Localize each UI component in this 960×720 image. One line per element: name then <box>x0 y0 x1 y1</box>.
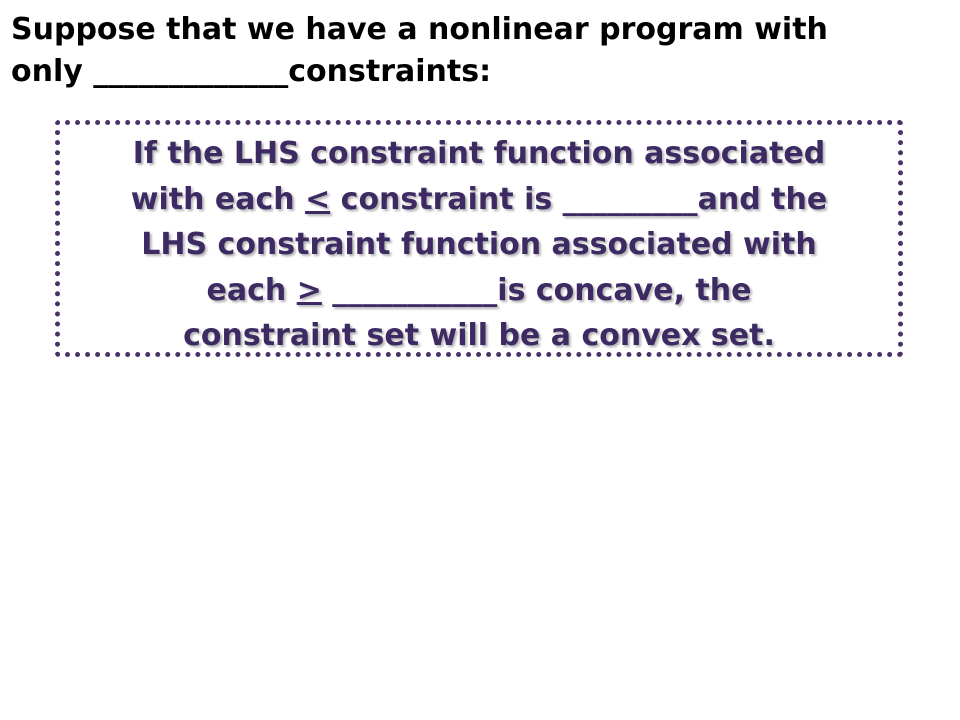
theorem-line-2-start: with each <box>130 181 306 217</box>
theorem-line-3: LHS constraint function associated with <box>141 227 817 262</box>
theorem-line-1: If the LHS constraint function associated <box>132 136 826 171</box>
theorem-line-5: constraint set will be a convex set. <box>183 318 775 353</box>
heading-line-1: Suppose that we have a nonlinear program with <box>11 12 828 47</box>
theorem-text <box>60 131 898 359</box>
heading-line-2: only _____________constraints: <box>11 54 492 89</box>
theorem-line-4 <box>60 268 898 314</box>
theorem-line-4-start: each <box>206 272 297 308</box>
theorem-line-4-end: ___________is concave, the <box>321 272 752 308</box>
less-than-or-equal-symbol: < <box>305 181 331 217</box>
theorem-line-2 <box>60 177 898 223</box>
theorem-line-2-end: constraint is _________and the <box>330 181 828 217</box>
greater-than-or-equal-symbol: > <box>296 272 322 308</box>
theorem-callout-box <box>55 120 903 357</box>
slide-heading <box>11 9 931 93</box>
